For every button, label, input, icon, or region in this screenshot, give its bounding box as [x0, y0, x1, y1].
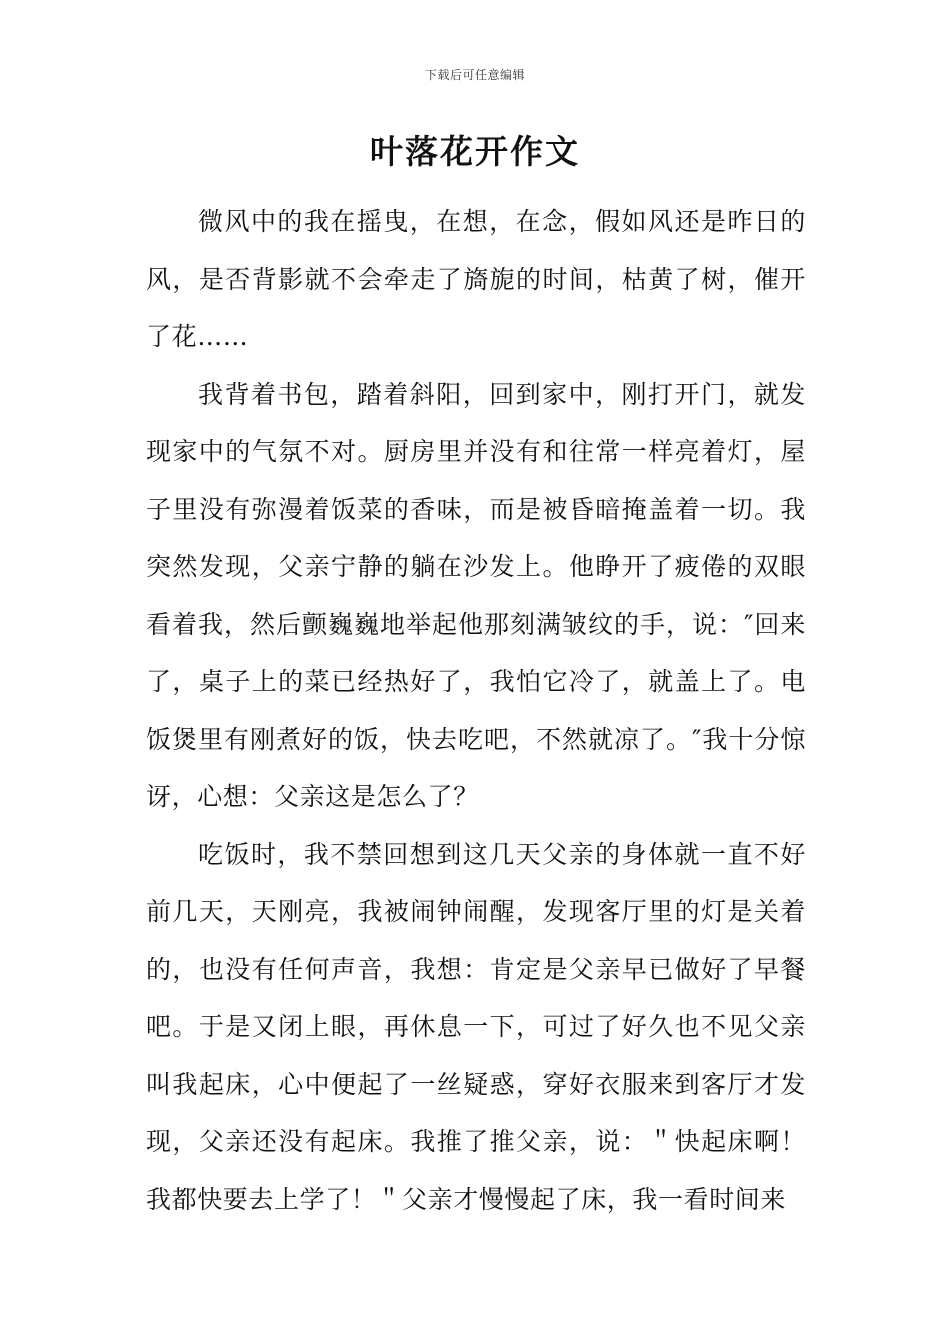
- paragraph-1: 微风中的我在摇曳，在想，在念，假如风还是昨日的风，是否背影就不会牵走了旖旎的时间，枯黄了树，催开了花……: [146, 207, 806, 351]
- paragraph-2: 我背着书包，踏着斜阳，回到家中，刚打开门，就发现家中的气氛不对。厨房里并没有和往常一样亮着灯，屋子里没有弥漫着饭菜的香味，而是被昏暗掩盖着一切。我突然发现，父亲宁静的躺在沙发上。他睁开了疲倦的双眼看着我，然后颤巍巍地举起他那刻满皱纹的手，说：″回来了，桌子上的菜已经热好了，我怕它冷了，就盖上了。电饭煲里有刚煮好的饭，快去吃吧，不然就凉了。″我十分惊讶，心想：父亲这是怎么了？: [146, 379, 806, 811]
- page-title: 叶落花开作文: [370, 132, 580, 171]
- article-body: [146, 193, 806, 1228]
- header-note: 下载后可任意编辑: [424, 68, 525, 82]
- paragraph-3: 吃饭时，我不禁回想到这几天父亲的身体就一直不好前几天，天刚亮，我被闹钟闹醒，发现客厅里的灯是关着的，也没有任何声音，我想：肯定是父亲早已做好了早餐吧。于是又闭上眼，再休息一下，可过了好久也不见父亲叫我起床，心中便起了一丝疑惑，穿好衣服来到客厅才发现，父亲还没有起床。我推了推父亲，说：＂快起床啊！我都快要去上学了！＂父亲才慢慢起了床，我一看时间来: [146, 839, 806, 1214]
